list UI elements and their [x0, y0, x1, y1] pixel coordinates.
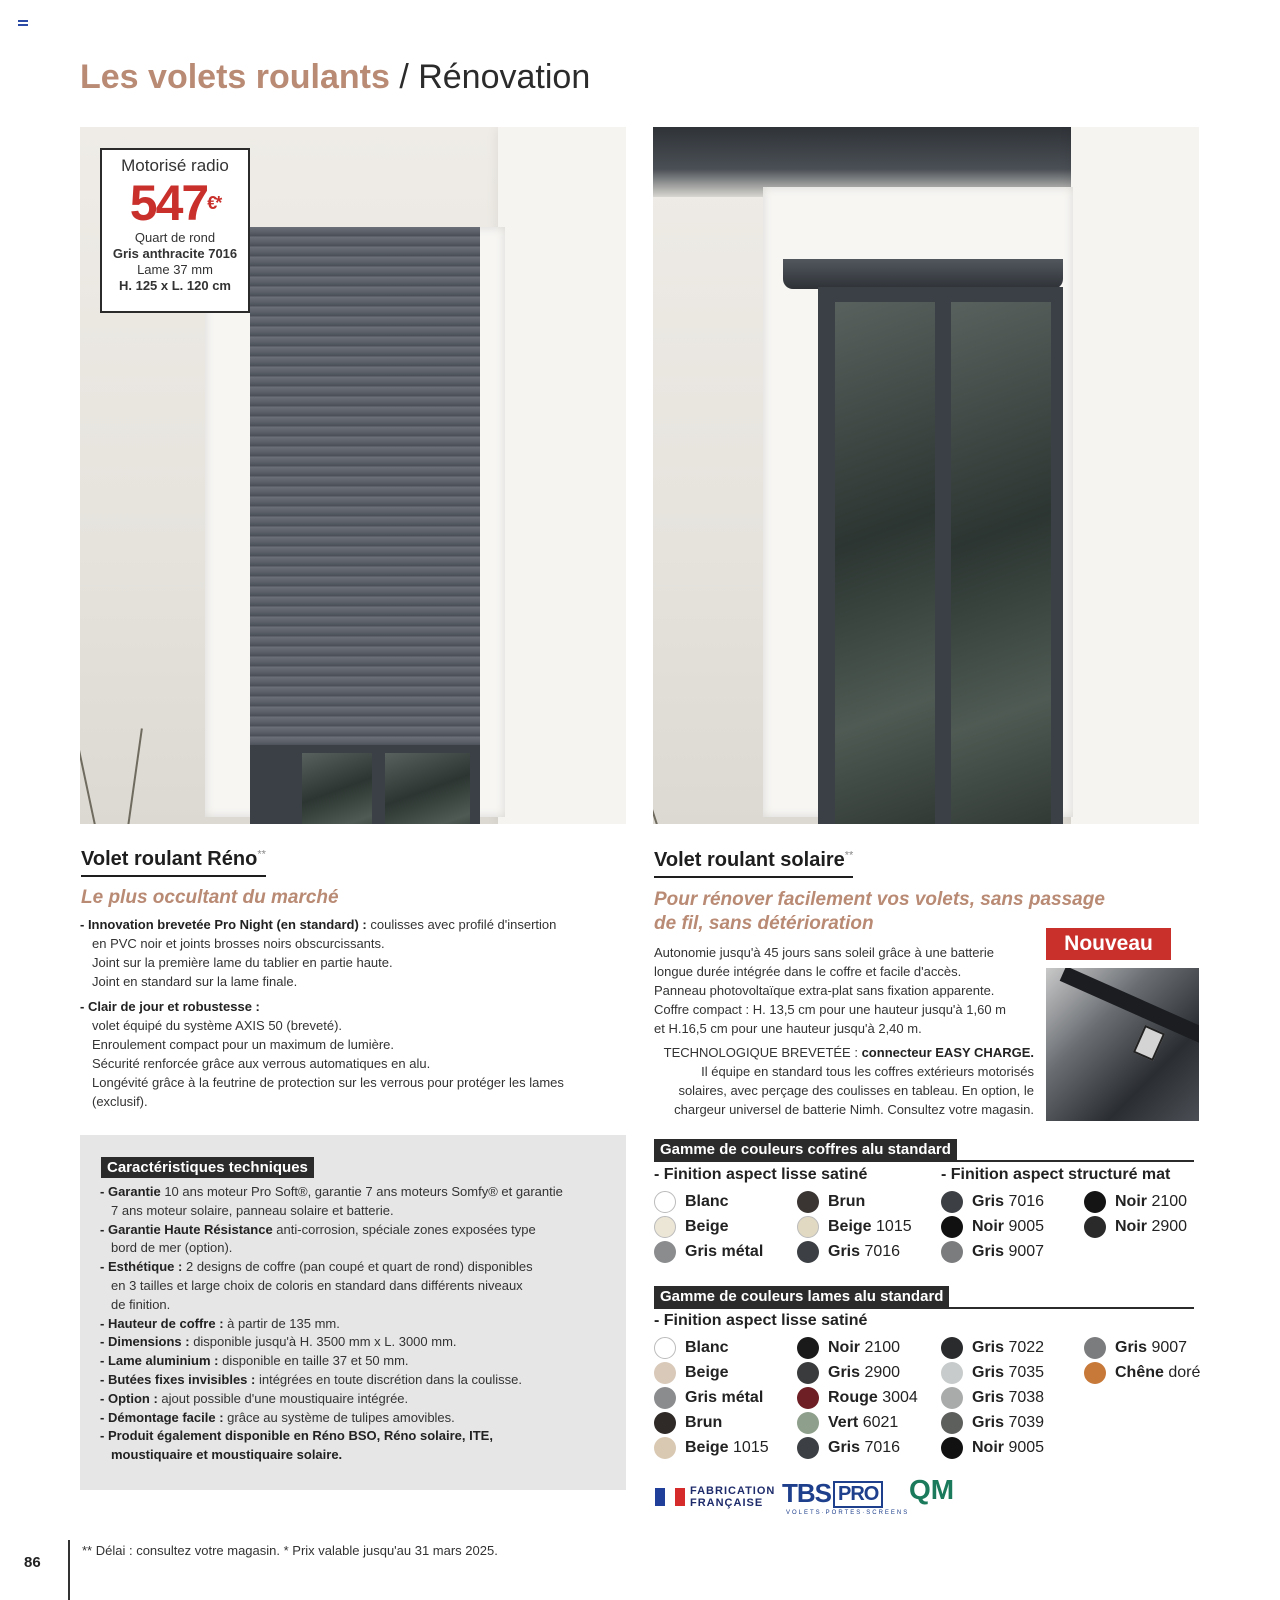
color-dot-icon — [797, 1362, 819, 1384]
color-swatch — [797, 1214, 912, 1239]
color-swatch — [797, 1335, 918, 1360]
color-name — [972, 1339, 1044, 1357]
color-code: 9005 — [1008, 1217, 1045, 1235]
tech-spec-head: Démontage facile : — [107, 1409, 224, 1425]
color-label: Noir — [1115, 1217, 1147, 1235]
color-dot-icon — [654, 1191, 676, 1213]
color-swatch — [654, 1385, 769, 1410]
color-swatch — [941, 1239, 1044, 1264]
right-desc-line: longue durée intégrée dans le coffre et facile d'accès. — [654, 964, 962, 979]
color-swatch — [941, 1214, 1044, 1239]
easy-charge-description — [654, 1043, 1034, 1119]
bullet-clair-de-jour-line: (exclusif). — [92, 1094, 148, 1109]
tech-spec-item — [100, 1371, 610, 1390]
tech-spec-continuation: 7 ans moteur solaire, panneau solaire et batterie. — [111, 1202, 394, 1218]
tech-spec-dash: - — [100, 1428, 108, 1444]
tech-spec-dash: - — [100, 1353, 108, 1369]
color-name — [828, 1414, 898, 1432]
color-label: Brun — [828, 1192, 866, 1210]
tech-spec-head: Garantie Haute Résistance — [107, 1221, 273, 1237]
color-label: Rouge — [828, 1388, 878, 1406]
coffres-finish-mat: - Finition aspect structuré mat — [941, 1166, 1171, 1183]
color-name — [1115, 1218, 1187, 1236]
tech-spec-text: 2 designs de coffre (pan coupé et quart de rond) disponibles — [182, 1259, 533, 1275]
color-label: Gris — [828, 1242, 861, 1260]
swatch-column — [941, 1335, 1044, 1460]
left-product-title — [81, 848, 266, 877]
bullet-clair-de-jour — [80, 997, 620, 1016]
color-code: 9005 — [1008, 1438, 1045, 1456]
color-label: Gris — [972, 1363, 1005, 1381]
swatch-column — [1084, 1335, 1200, 1385]
right-product-title-mark: ** — [844, 849, 854, 862]
page-title — [80, 58, 590, 97]
color-name — [828, 1439, 900, 1457]
tech-spec-text: à partir de 135 mm. — [223, 1315, 340, 1331]
qualimarine-logo: QM — [909, 1474, 955, 1505]
color-name — [828, 1193, 865, 1211]
color-label: Beige — [685, 1363, 729, 1381]
color-swatch — [1084, 1335, 1200, 1360]
color-swatch — [797, 1385, 918, 1410]
color-label: Brun — [685, 1413, 723, 1431]
color-dot-icon — [797, 1387, 819, 1409]
footnote-text: Délai : consultez votre magasin. — [92, 1543, 284, 1558]
color-swatch — [654, 1360, 769, 1385]
easy-charge-head-plain: TECHNOLOGIQUE BREVETÉE : — [663, 1045, 862, 1060]
price-amount — [102, 176, 248, 230]
color-name — [828, 1243, 900, 1261]
color-code: 6021 — [862, 1413, 899, 1431]
color-label: Gris — [972, 1242, 1005, 1260]
color-swatch — [797, 1435, 918, 1460]
color-dot-icon — [941, 1337, 963, 1359]
tech-spec-item — [100, 1315, 610, 1334]
color-code: 7039 — [1008, 1413, 1045, 1431]
price-dimensions: H. 125 x L. 120 cm — [118, 278, 231, 293]
color-dot-icon — [654, 1387, 676, 1409]
tech-spec-dash: - — [100, 1409, 108, 1425]
color-code: 2100 — [864, 1338, 901, 1356]
color-dot-icon — [654, 1362, 676, 1384]
easy-charge-line: solaires, avec perçage des coulisses en tableau. En option, le — [678, 1083, 1034, 1098]
easy-charge-head — [654, 1043, 1034, 1062]
color-dot-icon — [797, 1216, 819, 1238]
tech-spec-item — [100, 1352, 610, 1371]
color-swatch — [654, 1435, 769, 1460]
color-swatch — [941, 1360, 1044, 1385]
color-name — [828, 1364, 900, 1382]
price-asterisk: * — [215, 193, 221, 213]
color-swatch — [941, 1410, 1044, 1435]
color-name — [685, 1218, 729, 1236]
price-slat: Lame 37 mm — [137, 262, 213, 277]
color-code: 7035 — [1008, 1363, 1045, 1381]
color-swatch — [797, 1410, 918, 1435]
color-dot-icon — [654, 1437, 676, 1459]
tech-spec-item — [100, 1258, 610, 1277]
bullet-pro-night-line: Joint en standard sur la lame finale. — [92, 974, 298, 989]
bullet-pro-night-line: en PVC noir et joints brosses noirs obscurcissants. — [92, 936, 385, 951]
color-label: Gris métal — [685, 1388, 764, 1406]
flag-red — [675, 1488, 685, 1506]
color-code: 2100 — [1151, 1192, 1188, 1210]
price-currency — [207, 193, 220, 213]
corner-mark — [18, 20, 28, 26]
color-swatch — [797, 1239, 912, 1264]
color-code: 1015 — [876, 1217, 912, 1235]
color-label: Noir — [972, 1217, 1004, 1235]
color-label: Gris — [972, 1388, 1005, 1406]
tech-spec-head: Option : — [107, 1390, 158, 1406]
color-swatch — [1084, 1360, 1200, 1385]
tech-spec-dash: - — [100, 1184, 108, 1199]
color-name — [972, 1193, 1044, 1211]
color-dot-icon — [941, 1412, 963, 1434]
left-product-title-text: Volet roulant Réno — [81, 848, 258, 870]
left-product-tagline: Le plus occultant du marché — [81, 887, 339, 908]
easy-charge-head-bold: connecteur EASY CHARGE. — [861, 1045, 1034, 1060]
color-swatch — [654, 1239, 763, 1264]
color-dot-icon — [797, 1437, 819, 1459]
bullet-pro-night-line: Joint sur la première lame du tablier en partie haute. — [92, 955, 393, 970]
footer-rule — [68, 1540, 70, 1600]
color-name — [828, 1218, 912, 1236]
tech-spec-item — [100, 1390, 610, 1409]
color-label: Gris — [972, 1338, 1005, 1356]
color-swatch — [654, 1410, 769, 1435]
right-desc-line: et H.16,5 cm pour une hauteur jusqu'à 2,40 m. — [654, 1021, 922, 1036]
tech-spec-head: Produit également disponible en Réno BSO, Réno solaire, ITE, — [107, 1428, 493, 1444]
price-label: Motorisé radio — [121, 156, 229, 175]
color-name — [828, 1339, 900, 1357]
right-product-title-text: Volet roulant solaire — [654, 849, 845, 871]
tech-spec-text: grâce au système de tulipes amovibles. — [223, 1409, 455, 1425]
color-label: Noir — [1115, 1192, 1147, 1210]
color-name — [685, 1389, 763, 1407]
tech-spec-item — [100, 1409, 610, 1428]
tech-spec-head: Garantie — [107, 1184, 161, 1199]
color-code: 3004 — [882, 1388, 918, 1406]
color-label: Beige — [685, 1217, 729, 1235]
tbs-pro-text: PRO — [833, 1481, 883, 1508]
price-box — [100, 148, 250, 313]
bullet-clair-de-jour-line: Sécurité renforcée grâce aux verrous automatiques en alu. — [92, 1056, 431, 1071]
color-name — [685, 1339, 729, 1357]
tech-specs-title: Caractéristiques techniques — [101, 1157, 314, 1178]
tech-spec-continuation: moustiquaire et moustiquaire solaire. — [111, 1447, 343, 1463]
tech-spec-dash: - — [100, 1334, 108, 1350]
tech-spec-dash: - — [100, 1390, 108, 1406]
color-name — [685, 1439, 769, 1457]
color-code: doré — [1168, 1363, 1201, 1381]
tbs-tagline: VOLETS·PORTES·SCREENS — [786, 1510, 910, 1516]
tech-spec-head: Lame aluminium : — [107, 1353, 219, 1369]
swatch-column — [654, 1335, 769, 1460]
color-name — [972, 1389, 1044, 1407]
footnote-mark: * — [283, 1543, 289, 1558]
color-swatch — [941, 1435, 1044, 1460]
color-swatch — [654, 1214, 763, 1239]
tech-spec-head: Dimensions : — [107, 1334, 190, 1350]
tech-spec-text: intégrées en toute discrétion dans la coulisse. — [255, 1371, 523, 1387]
color-label: Vert — [828, 1413, 859, 1431]
color-code: 9007 — [1151, 1338, 1188, 1356]
color-label: Blanc — [685, 1192, 729, 1210]
tech-specs-list — [100, 1183, 610, 1465]
tech-spec-dash: - — [100, 1259, 108, 1275]
color-label: Chêne — [1115, 1363, 1164, 1381]
price-color: Gris anthracite 7016 — [112, 246, 238, 261]
fab-line: FABRICATION — [690, 1485, 776, 1497]
color-label: Gris métal — [685, 1242, 764, 1260]
color-name — [972, 1439, 1044, 1457]
tech-spec-head: Butées fixes invisibles : — [107, 1371, 256, 1387]
color-name — [1115, 1364, 1200, 1382]
color-name — [972, 1243, 1044, 1261]
coffres-range-title: Gamme de couleurs coffres alu standard — [654, 1139, 957, 1160]
right-tagline-line: Pour rénover facilement vos volets, sans passage — [654, 889, 1105, 910]
color-label: Noir — [972, 1438, 1004, 1456]
french-flag-icon — [655, 1488, 685, 1506]
left-product-description — [80, 915, 620, 1111]
swatch-column — [1084, 1189, 1187, 1239]
color-label: Gris — [972, 1413, 1005, 1431]
color-dot-icon — [1084, 1191, 1106, 1213]
color-label: Gris — [972, 1192, 1005, 1210]
right-desc-line: Autonomie jusqu'à 45 jours sans soleil grâce à une batterie — [654, 945, 994, 960]
tech-spec-text: anti-corrosion, spéciale zones exposées type — [272, 1221, 536, 1237]
bullet-pro-night-tail: coulisses avec profilé d'insertion — [366, 917, 557, 932]
color-swatch — [941, 1335, 1044, 1360]
right-tagline-line: de fil, sans détérioration — [654, 913, 874, 934]
color-name — [685, 1364, 729, 1382]
tech-spec-text: disponible en taille 37 et 50 mm. — [218, 1353, 409, 1369]
color-name — [685, 1243, 763, 1261]
color-code: 7022 — [1008, 1338, 1045, 1356]
right-desc-line: Panneau photovoltaïque extra-plat sans fixation apparente. — [654, 983, 995, 998]
price-value: 547 — [129, 175, 208, 231]
color-code: 7016 — [864, 1242, 901, 1260]
right-product-description — [654, 943, 1034, 1038]
color-swatch — [797, 1189, 912, 1214]
color-dot-icon — [941, 1387, 963, 1409]
color-code: 9007 — [1008, 1242, 1045, 1260]
tech-spec-continuation: bord de mer (option). — [111, 1240, 233, 1256]
color-label: Beige — [828, 1217, 872, 1235]
color-name — [972, 1218, 1044, 1236]
color-dot-icon — [797, 1241, 819, 1263]
right-product-title — [654, 849, 853, 878]
color-name — [1115, 1193, 1187, 1211]
fabrication-francaise-logo — [690, 1485, 775, 1509]
tbs-text: TBS — [782, 1478, 831, 1508]
price-shape: Quart de rond — [134, 230, 216, 245]
color-dot-icon — [797, 1337, 819, 1359]
flag-blue — [655, 1488, 665, 1506]
tech-spec-continuation: en 3 tailles et large choix de coloris en standard dans différents niveaux — [111, 1277, 523, 1293]
color-code: 7038 — [1008, 1388, 1045, 1406]
color-name — [972, 1364, 1044, 1382]
bullet-pro-night-head: - Innovation brevetée Pro Night (en standard) : — [80, 917, 367, 932]
color-label: Gris — [828, 1363, 861, 1381]
tech-spec-dash: - — [100, 1221, 108, 1237]
color-label: Gris — [1115, 1338, 1148, 1356]
tech-spec-continuation: de finition. — [111, 1296, 171, 1312]
bullet-clair-de-jour-line: Longévité grâce à la feutrine de protection sur les verrous pour protéger les lames — [92, 1075, 564, 1090]
color-dot-icon — [941, 1216, 963, 1238]
color-dot-icon — [941, 1437, 963, 1459]
color-dot-icon — [1084, 1337, 1106, 1359]
lames-finish-satin: - Finition aspect lisse satiné — [654, 1312, 868, 1329]
color-dot-icon — [654, 1241, 676, 1263]
color-dot-icon — [1084, 1362, 1106, 1384]
color-label: Noir — [828, 1338, 860, 1356]
tech-spec-text: ajout possible d'une moustiquaire intégrée. — [157, 1390, 409, 1406]
swatch-column — [797, 1189, 912, 1264]
color-name — [1115, 1339, 1187, 1357]
color-name — [685, 1193, 729, 1211]
lames-range-title: Gamme de couleurs lames alu standard — [654, 1286, 949, 1307]
tech-spec-item — [100, 1427, 610, 1446]
tech-spec-head: Esthétique : — [107, 1259, 183, 1275]
left-product-title-mark: ** — [257, 848, 266, 861]
bullet-clair-de-jour-line: Enroulement compact pour un maximum de lumière. — [92, 1037, 395, 1052]
color-code: 2900 — [1151, 1217, 1188, 1235]
swatch-column — [654, 1189, 763, 1264]
color-swatch — [1084, 1214, 1187, 1239]
color-dot-icon — [654, 1216, 676, 1238]
currency-symbol: € — [207, 193, 216, 213]
color-swatch — [941, 1385, 1044, 1410]
color-swatch — [654, 1189, 763, 1214]
tech-spec-item — [100, 1221, 610, 1240]
color-dot-icon — [941, 1362, 963, 1384]
tech-spec-head: Hauteur de coffre : — [107, 1315, 224, 1331]
color-dot-icon — [941, 1241, 963, 1263]
flag-white — [665, 1488, 675, 1506]
tech-spec-dash: - — [100, 1315, 108, 1331]
tech-spec-item — [100, 1333, 610, 1352]
easy-charge-photo — [1046, 968, 1199, 1121]
color-code: 7016 — [1008, 1192, 1045, 1210]
tech-spec-item — [100, 1183, 610, 1202]
easy-charge-line: chargeur universel de batterie Nimh. Consultez votre magasin. — [674, 1102, 1034, 1117]
lames-range-rule — [654, 1307, 1194, 1309]
color-dot-icon — [654, 1412, 676, 1434]
bullet-pro-night — [80, 915, 620, 934]
color-code: 2900 — [864, 1363, 901, 1381]
color-swatch — [654, 1335, 769, 1360]
fab-line: FRANÇAISE — [690, 1497, 764, 1509]
color-label: Gris — [828, 1438, 861, 1456]
tbs-pro-logo — [782, 1478, 883, 1509]
nouveau-badge: Nouveau — [1046, 928, 1171, 960]
color-code: 7016 — [864, 1438, 901, 1456]
page-title-colored: Les volets roulants — [80, 58, 390, 96]
tech-spec-text: disponible jusqu'à H. 3500 mm x L. 3000 mm. — [189, 1334, 457, 1350]
swatch-column — [941, 1189, 1044, 1264]
footnote — [82, 1543, 498, 1558]
page-title-rest: / Rénovation — [399, 58, 591, 96]
color-dot-icon — [941, 1191, 963, 1213]
color-swatch — [1084, 1189, 1187, 1214]
swatch-column — [797, 1335, 918, 1460]
tech-spec-text: 10 ans moteur Pro Soft®, garantie 7 ans moteurs Somfy® et garantie — [160, 1184, 563, 1199]
footnote-text: Prix valable jusqu'au 31 mars 2025. — [288, 1543, 498, 1558]
easy-charge-line: Il équipe en standard tous les coffres extérieurs motorisés — [701, 1064, 1034, 1079]
bullet-clair-de-jour-line: volet équipé du système AXIS 50 (breveté). — [92, 1018, 343, 1033]
color-swatch — [797, 1360, 918, 1385]
color-name — [685, 1414, 722, 1432]
color-name — [828, 1389, 918, 1407]
coffres-range-rule — [654, 1160, 1194, 1162]
color-swatch — [941, 1189, 1044, 1214]
color-dot-icon — [654, 1337, 676, 1359]
page-number: 86 — [24, 1554, 41, 1571]
color-label: Blanc — [685, 1338, 729, 1356]
color-dot-icon — [797, 1412, 819, 1434]
bullet-clair-de-jour-head: - Clair de jour et robustesse : — [80, 999, 260, 1014]
photo-solar-shutter — [653, 127, 1199, 824]
footnote-mark: ** — [82, 1543, 93, 1558]
color-dot-icon — [1084, 1216, 1106, 1238]
color-dot-icon — [797, 1191, 819, 1213]
coffres-finish-satin: - Finition aspect lisse satiné — [654, 1166, 868, 1183]
color-name — [972, 1414, 1044, 1432]
color-label: Beige — [685, 1438, 729, 1456]
color-code: 1015 — [733, 1438, 769, 1456]
right-desc-line: Coffre compact : H. 13,5 cm pour une hauteur jusqu'à 1,60 m — [654, 1002, 1006, 1017]
tech-spec-dash: - — [100, 1371, 108, 1387]
